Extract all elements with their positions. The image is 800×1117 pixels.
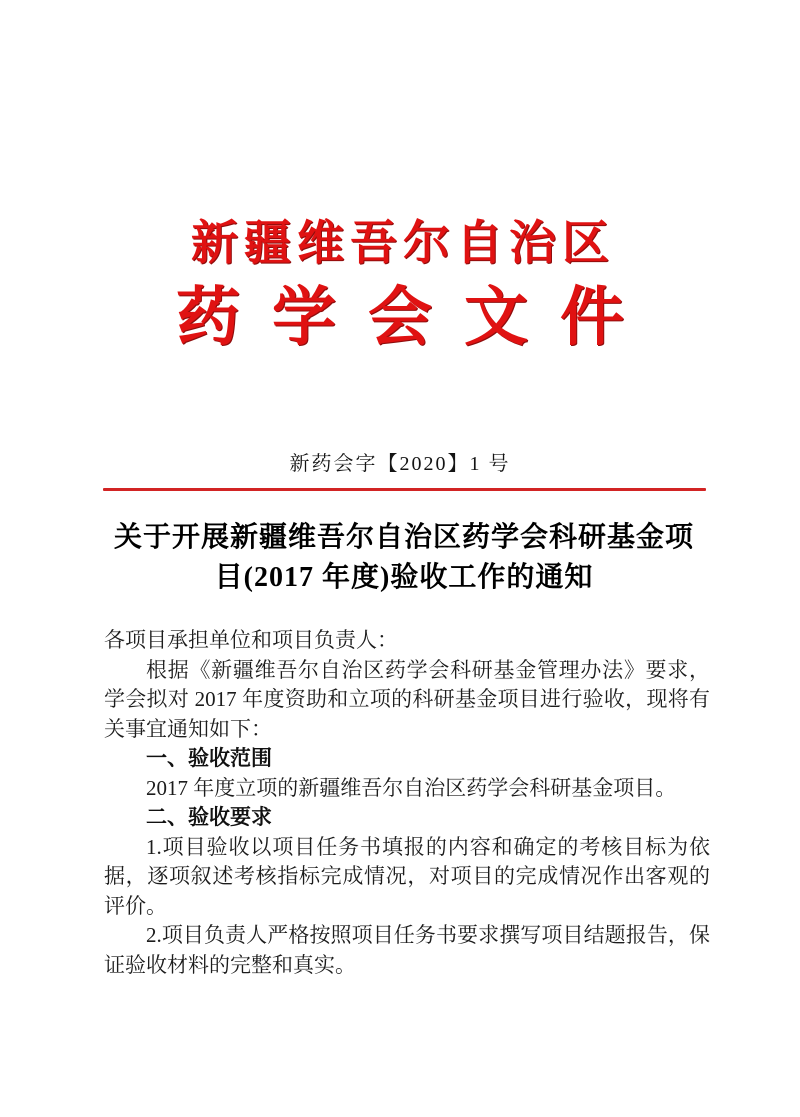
header-org-name: 新疆维吾尔自治区 [191,218,615,270]
section-heading-requirements: 二、验收要求 [146,805,272,829]
section-heading-scope: 一、验收范围 [146,746,272,770]
notice-title-line1: 关于开展新疆维吾尔自治区药学会科研基金项 [113,522,694,553]
salutation: 各项目承担单位和项目负责人： [104,628,398,652]
paragraph-requirement-2: 2.项目负责人严格按照项目任务书要求撰写项目结题报告，保证验收材料的完整和真实。 [104,923,710,977]
header-doc-type: 药学会文件 [176,282,656,353]
document-header [0,218,800,352]
paragraph-intro: 根据《新疆维吾尔自治区药学会科研基金管理办法》要求，学会拟对 2017 年度资助和立项的科研基金项目进行验收，现将有关事宜通知如下： [104,657,710,741]
red-divider-line [103,488,706,491]
notice-title [95,518,713,598]
notice-title-line2: 目(2017 年度)验收工作的通知 [214,562,594,593]
paragraph-scope: 2017 年度立项的新疆维吾尔自治区药学会科研基金项目。 [146,775,677,800]
paragraph-requirement-1: 1.项目验收以项目任务书填报的内容和确定的考核目标为依据，逐项叙述考核指标完成情况，对项目的完成情况作出客观的评价。 [104,834,710,918]
doc-number: 新药会字【2020】1 号 [289,453,511,475]
notice-body [104,626,710,980]
